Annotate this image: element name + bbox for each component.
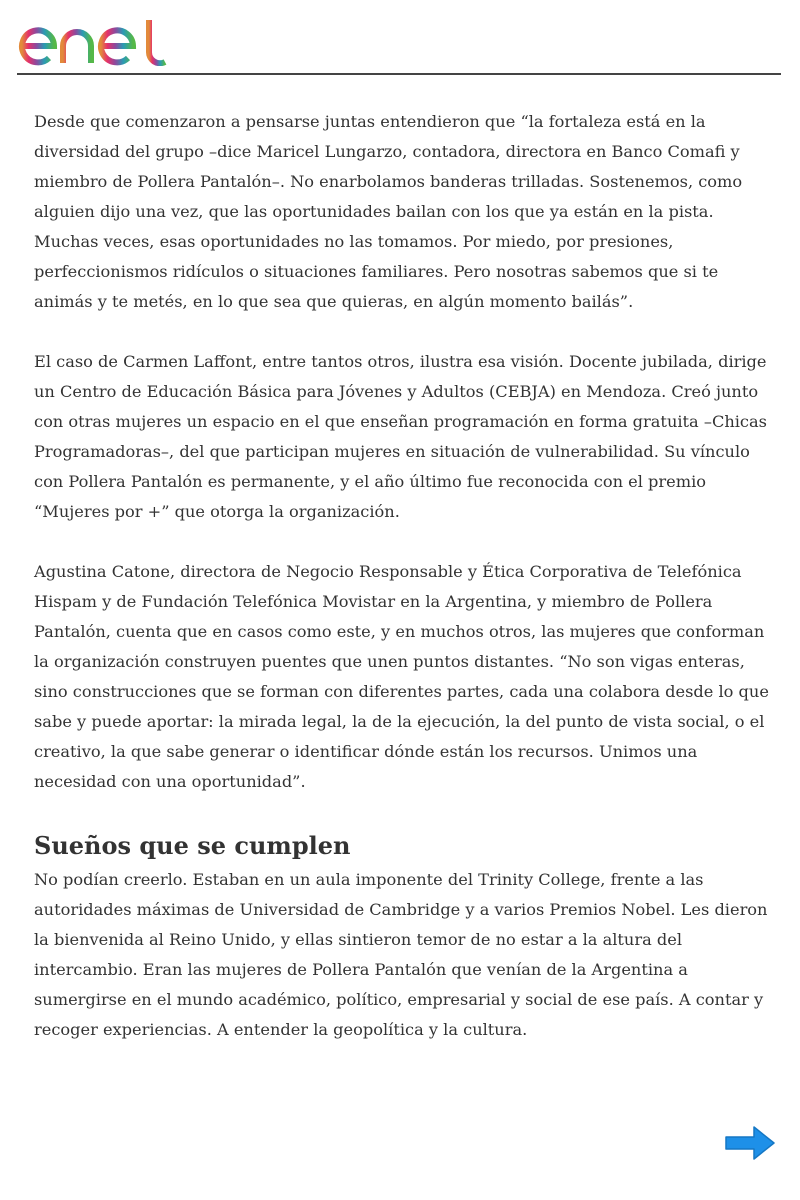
article-paragraph: El caso de Carmen Laffont, entre tantos otros, ilustra esa visión. Docente jubilada, dirige un Centro de Educación Básica para Jóvenes y Adultos (CEBJA) en Mendoza. Creó junto con otras mujeres un espacio en el que enseñan programación en forma gratuita –Chicas Programadoras–, del que participan mujeres en situación de vulnerabilidad. Su vínculo con Pollera Pantalón es permanente, y el año último fue reconocida con el premio “Mujeres por +” que otorga la organización. <box>34 352 767 521</box>
article-paragraph: No podían creerlo. Estaban en un aula imponente del Trinity College, frente a las autoridades máximas de Universidad de Cambridge y a varios Premios Nobel. Les dieron la bienvenida al Reino Unido, y ellas sintieron temor de no estar a la altura del intercambio. Eran las mujeres de Pollera Pantalón que venían de la Argentina a sumergirse en el mundo académico, político, empresarial y social de ese país. A contar y recoger experiencias. A entender la geopolítica y la cultura. <box>34 870 768 1039</box>
article-paragraph: Agustina Catone, directora de Negocio Responsable y Ética Corporativa de Telefónica Hispam y de Fundación Telefónica Movistar en la Argentina, y miembro de Pollera Pantalón, cuenta que en casos como este, y en muchos otros, las mujeres que conforman la organización construyen puentes que unen puntos distantes. “No son vigas enteras, sino construcciones que se forman con diferentes partes, cada una colabora desde lo que sabe y puede aportar: la mirada legal, la de la ejecución, la del punto de vista social, o el creativo, la que sabe generar o identificar dónde están los recursos. Unimos una necesidad con una oportunidad”. <box>34 562 769 791</box>
section-subheading: Sueños que se cumplen <box>34 831 351 860</box>
page-header <box>17 0 781 75</box>
article-paragraph: Desde que comenzaron a pensarse juntas entendieron que “la fortaleza está en la diversidad del grupo –dice Maricel Lungarzo, contadora, directora en Banco Comafi y miembro de Pollera Pantalón–. No enarbolamos banderas trilladas. Sostenemos, como alguien dijo una vez, que las oportunidades bailan con los que ya están en la pista. Muchas veces, esas oportunidades no las tomamos. Por miedo, por presiones, perfeccionismos ridículos o situaciones familiares. Pero nosotras sabemos que si te animás y te metés, en lo que sea que quieras, en algún momento bailás”. <box>34 112 743 311</box>
article-body <box>34 107 769 1045</box>
enel-logo[interactable] <box>17 16 169 66</box>
arrow-right-icon[interactable] <box>724 1124 776 1162</box>
